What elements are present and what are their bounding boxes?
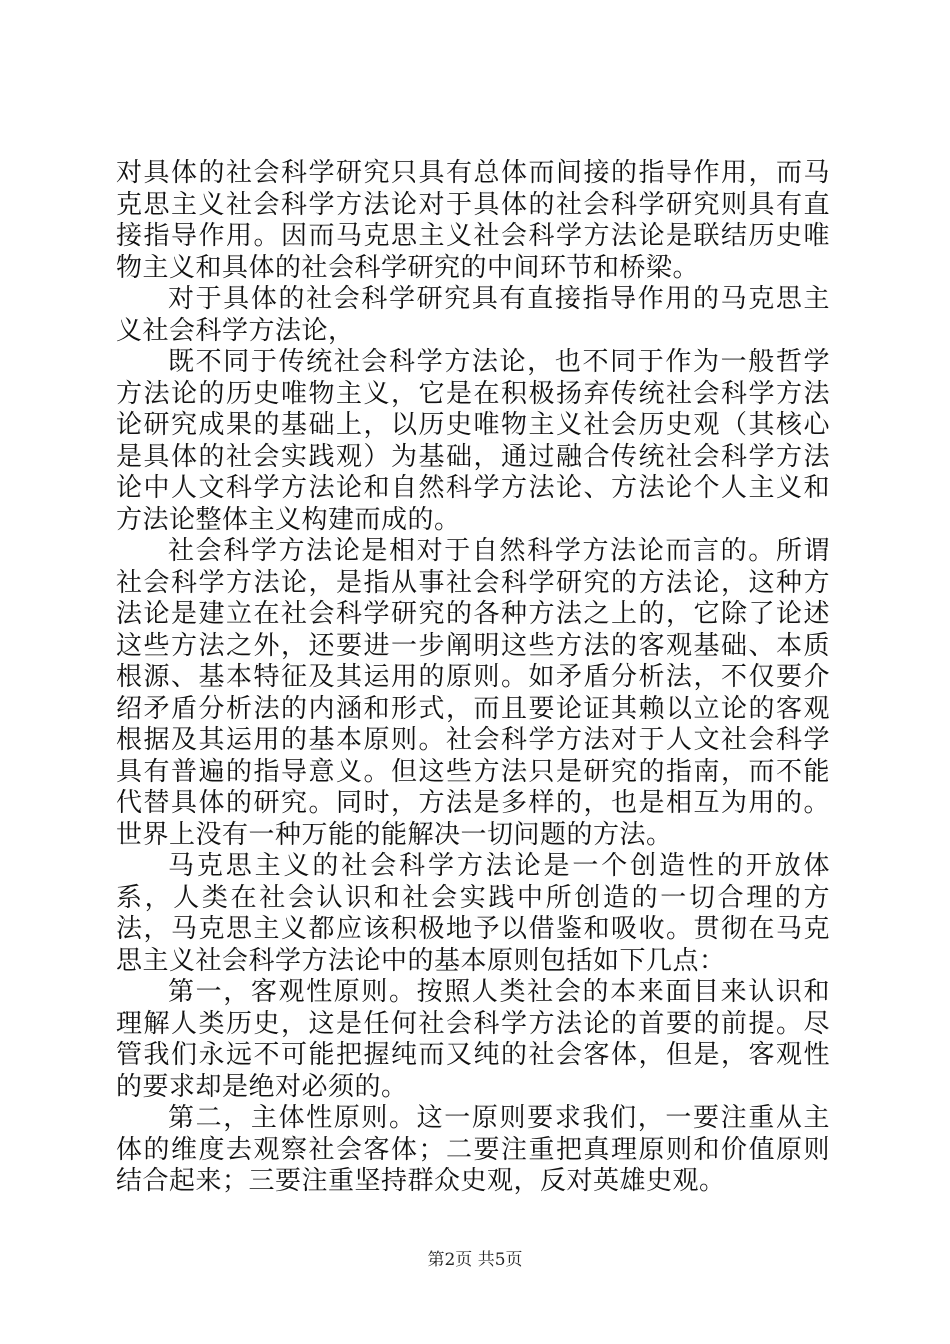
paragraph: 马克思主义的社会科学方法论是一个创造性的开放体系，人类在社会认识和社会实践中所创造的一切合理的方法，马克思主义都应该积极地予以借鉴和吸收。贯彻在马克思主义社会科学方法论中的基本原则包括如下几点：	[116, 851, 830, 976]
paragraph: 既不同于传统社会科学方法论，也不同于作为一般哲学方法论的历史唯物主义，它是在积极扬弃传统社会科学方法论研究成果的基础上，以历史唯物主义社会历史观（其核心是具体的社会实践观）为基础，通过融合传统社会科学方法论中人文科学方法论和自然科学方法论、方法论个人主义和方法论整体主义构建而成的。	[116, 347, 830, 535]
paragraph-principle-objectivity: 第一，客观性原则。按照人类社会的本来面目来认识和理解人类历史，这是任何社会科学方法论的首要的前提。尽管我们永远不可能把握纯而又纯的社会客体，但是，客观性的要求却是绝对必须的。	[116, 977, 830, 1102]
paragraph: 社会科学方法论是相对于自然科学方法论而言的。所谓社会科学方法论，是指从事社会科学研究的方法论，这种方法论是建立在社会科学研究的各种方法之上的，它除了论述这些方法之外，还要进一步阐明这些方法的客观基础、本质根源、基本特征及其运用的原则。如矛盾分析法，不仅要介绍矛盾分析法的内涵和形式，而且要论证其赖以立论的客观根据及其运用的基本原则。社会科学方法对于人文社会科学具有普遍的指导意义。但这些方法只是研究的指南，而不能代替具体的研究。同时，方法是多样的，也是相互为用的。世界上没有一种万能的能解决一切问题的方法。	[116, 536, 830, 850]
document-body	[116, 158, 830, 1198]
page-number-footer: 第2页 共5页	[427, 1250, 523, 1270]
paragraph-continuation: 对具体的社会科学研究只具有总体而间接的指导作用，而马克思主义社会科学方法论对于具体的社会科学研究则具有直接指导作用。因而马克思主义社会科学方法论是联结历史唯物主义和具体的社会科学研究的中间环节和桥梁。	[116, 158, 830, 283]
paragraph: 对于具体的社会科学研究具有直接指导作用的马克思主义社会科学方法论，	[116, 284, 830, 346]
paragraph-principle-subjectivity: 第二，主体性原则。这一原则要求我们，一要注重从主体的维度去观察社会客体；二要注重把真理原则和价值原则结合起来；三要注重坚持群众史观，反对英雄史观。	[116, 1103, 830, 1196]
